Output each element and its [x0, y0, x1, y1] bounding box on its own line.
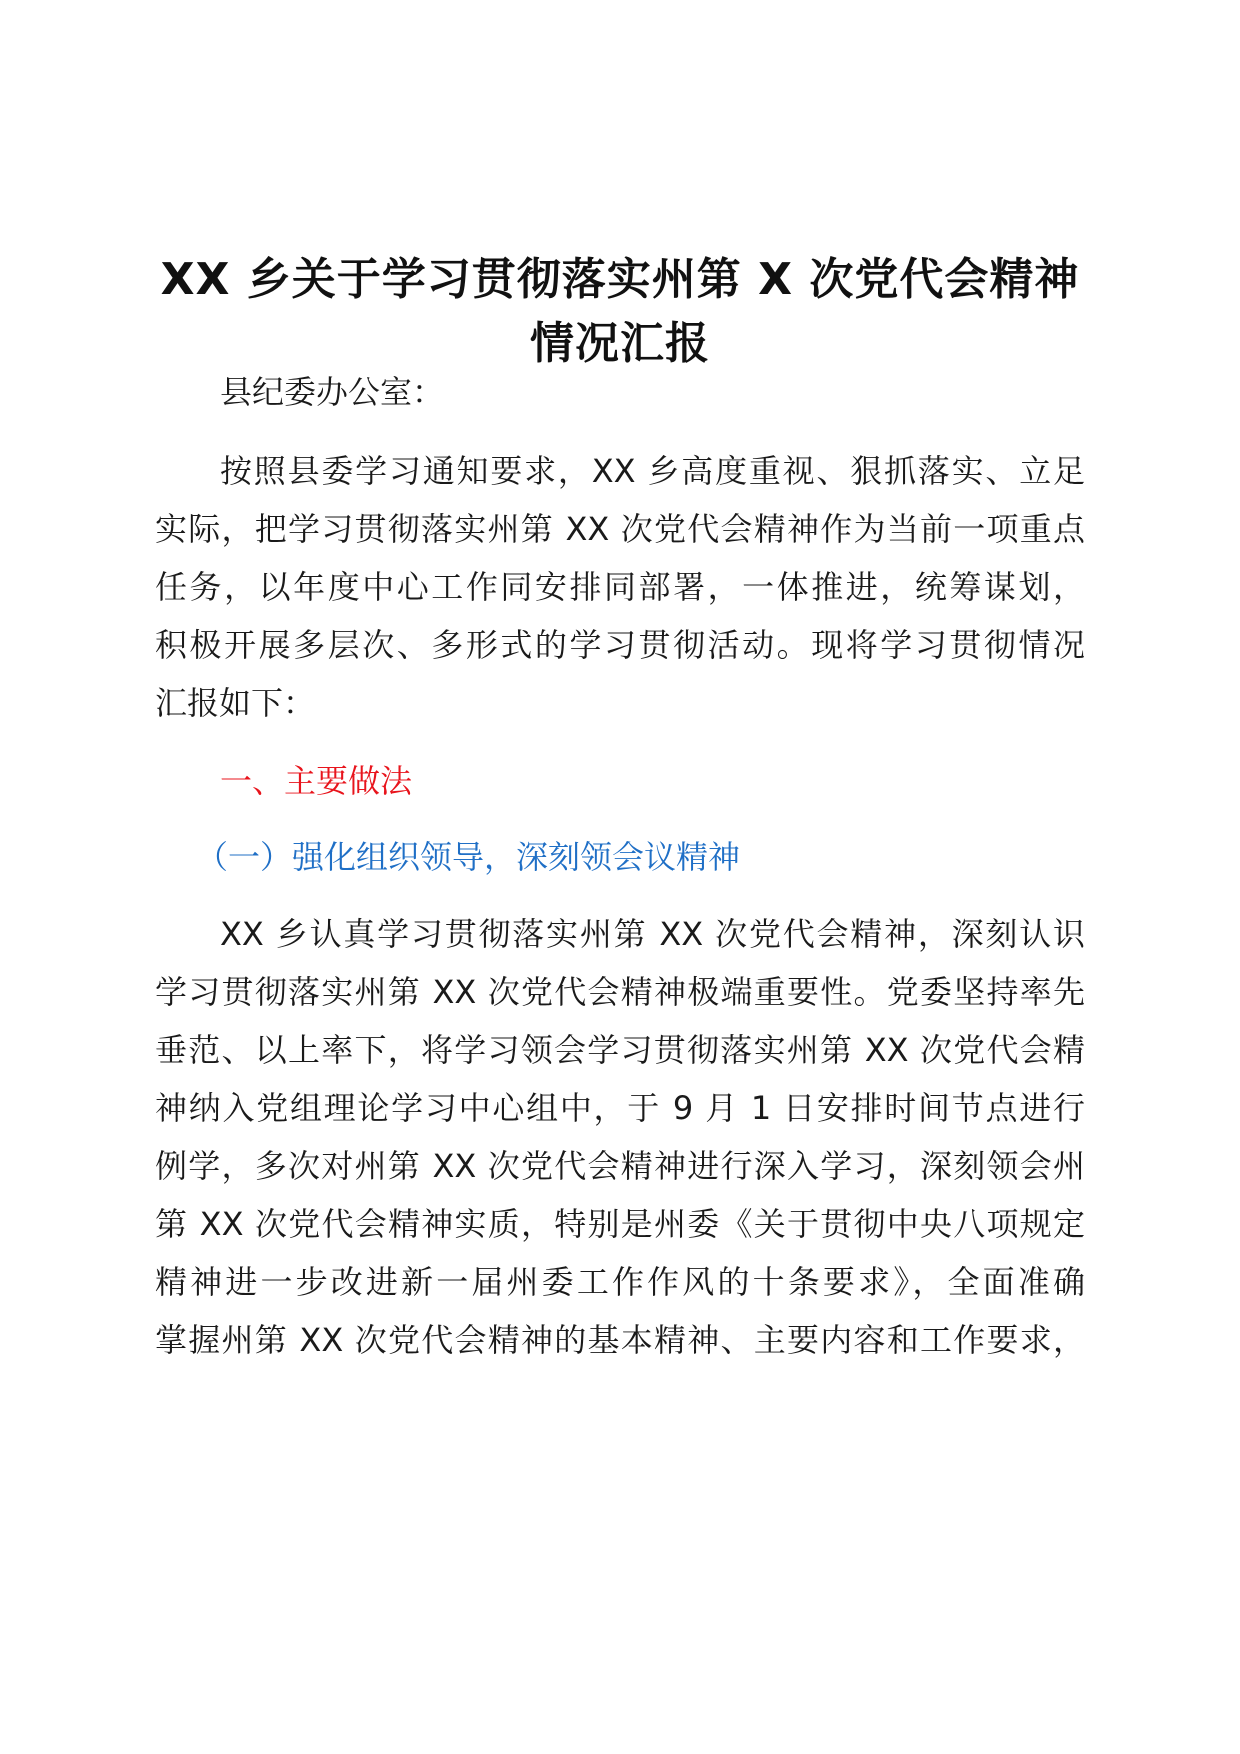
body-line: 例学，多次对州第 XX 次党代会精神进行深入学习，深刻领会州: [155, 1147, 1085, 1185]
body-line: 神纳入党组理论学习中心组中，于 9 月 1 日安排时间节点进行: [155, 1089, 1085, 1127]
body-line: XX 乡认真学习贯彻落实州第 XX 次党代会精神，深刻认识: [220, 915, 1085, 953]
section-heading: 一、主要做法: [220, 762, 413, 800]
body-line: 第 XX 次党代会精神实质，特别是州委《关于贯彻中央八项规定: [155, 1205, 1085, 1243]
subsection-heading: （一）强化组织领导，深刻领会议精神: [196, 838, 741, 876]
document-title-line-2: 情况汇报: [530, 318, 710, 369]
intro-line: 按照县委学习通知要求，XX 乡高度重视、狠抓落实、立足: [220, 452, 1085, 490]
intro-line: 积极开展多层次、多形式的学习贯彻活动。现将学习贯彻情况: [155, 626, 1085, 664]
body-line: 学习贯彻落实州第 XX 次党代会精神极端重要性。党委坚持率先: [155, 973, 1085, 1011]
body-line: 掌握州第 XX 次党代会精神的基本精神、主要内容和工作要求，: [155, 1321, 1085, 1359]
intro-line: 实际，把学习贯彻落实州第 XX 次党代会精神作为当前一项重点: [155, 510, 1085, 548]
salutation: 县纪委办公室：: [220, 373, 445, 411]
document-title-line-1: XX 乡关于学习贯彻落实州第 X 次党代会精神: [160, 254, 1080, 305]
body-line: 垂范、以上率下，将学习领会学习贯彻落实州第 XX 次党代会精: [155, 1031, 1085, 1069]
intro-line: 任务，以年度中心工作同安排同部署，一体推进，统筹谋划，: [155, 568, 1085, 606]
intro-line: 汇报如下：: [155, 684, 316, 722]
body-line: 精神进一步改进新一届州委工作作风的十条要求》，全面准确: [155, 1263, 1085, 1301]
